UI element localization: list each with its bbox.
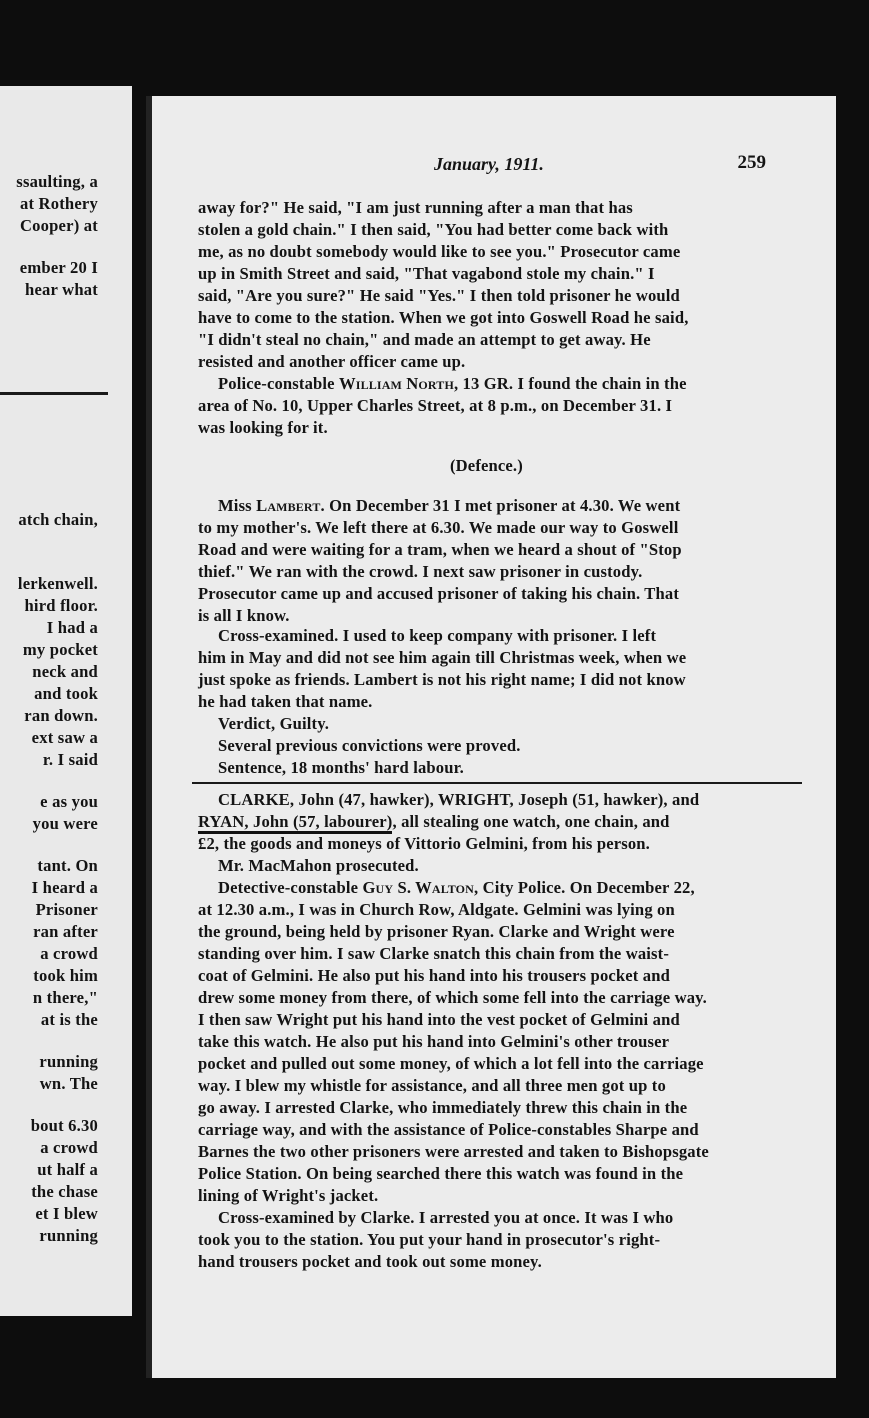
text-line: Verdict, Guilty. — [218, 714, 330, 733]
text-span: Police-constable — [218, 374, 335, 393]
witness-name: Guy S. Walton — [362, 878, 474, 897]
text-line: him in May and did not see him again till Christmas week, when we — [198, 648, 687, 667]
text-line — [218, 374, 687, 394]
text-line: resisted and another officer came up. — [198, 352, 466, 371]
text-span: Miss — [218, 496, 252, 515]
witness-name: Lambert — [256, 496, 321, 515]
text-line: hand trousers pocket and took out some money. — [198, 1252, 542, 1271]
underlined-name: RYAN, John (57, labourer) — [198, 812, 392, 834]
text-line: Cross-examined. I used to keep company with prisoner. I left — [218, 626, 657, 645]
text-line — [218, 496, 680, 516]
left-line: I heard a — [31, 878, 98, 897]
left-line: running — [39, 1052, 98, 1071]
section-rule — [0, 392, 108, 395]
left-line: tant. On — [37, 856, 98, 875]
text-line: took you to the station. You put your hand in prosecutor's right- — [198, 1230, 661, 1249]
text-line: just spoke as friends. Lambert is not his right name; I did not know — [198, 670, 686, 689]
text-line: he had taken that name. — [198, 692, 373, 711]
text-line: pocket and pulled out some money, of which a lot fell into the carriage — [198, 1054, 704, 1073]
text-line: away for?" He said, "I am just running after a man that has — [198, 198, 633, 217]
left-line: hird floor. — [24, 596, 98, 615]
text-line: Police Station. On being searched there this watch was found in the — [198, 1164, 684, 1183]
left-line: the chase — [31, 1182, 98, 1201]
text-line: take this watch. He also put his hand into Gelmini's other trouser — [198, 1032, 670, 1051]
text-line: way. I blew my whistle for assistance, and all three men got up to — [198, 1076, 666, 1095]
text-line: standing over him. I saw Clarke snatch this chain from the waist- — [198, 944, 670, 963]
left-line: you were — [32, 814, 98, 833]
left-line: n there," — [32, 988, 98, 1007]
text-line: stolen a gold chain." I then said, "You had better come back with — [198, 220, 669, 239]
left-line: Cooper) at — [19, 216, 98, 235]
text-line: I then saw Wright put his hand into the vest pocket of Gelmini and — [198, 1010, 680, 1029]
left-line: r. I said — [42, 750, 98, 769]
left-line: ember 20 I — [19, 258, 98, 277]
text-line: to my mother's. We left there at 6.30. We made our way to Goswell — [198, 518, 679, 537]
text-line: carriage way, and with the assistance of Police-constables Sharpe and — [198, 1120, 699, 1139]
text-line: go away. I arrested Clarke, who immediately threw this chain in the — [198, 1098, 688, 1117]
left-line: lerkenwell. — [17, 574, 98, 593]
text-line: have to come to the station. When we got into Goswell Road he said, — [198, 308, 689, 327]
left-line: a crowd — [40, 1138, 98, 1157]
text-line: me, as no doubt somebody would like to see you." Prosecutor came — [198, 242, 681, 261]
text-line: Mr. MacMahon prosecuted. — [218, 856, 419, 875]
text-line: drew some money from there, of which some fell into the carriage way. — [198, 988, 707, 1007]
text-line: Cross-examined by Clarke. I arrested you at once. It was I who — [218, 1208, 674, 1227]
text-line: Several previous convictions were proved. — [218, 736, 521, 755]
text-line: area of No. 10, Upper Charles Street, at 8 p.m., on December 31. I — [198, 396, 673, 415]
left-line: took him — [33, 966, 98, 985]
left-line: atch chain, — [18, 510, 98, 529]
left-line: et I blew — [35, 1204, 98, 1223]
text-line: the ground, being held by prisoner Ryan. Clarke and Wright were — [198, 922, 675, 941]
left-line: bout 6.30 — [30, 1116, 98, 1135]
left-line: my pocket — [22, 640, 98, 659]
text-span: , City Police. On December 22, — [473, 878, 695, 897]
left-line: ran after — [33, 922, 98, 941]
left-line: ran down. — [24, 706, 98, 725]
witness-name: William North — [339, 374, 454, 393]
text-line: is all I know. — [198, 606, 290, 625]
text-line: Barnes the two other prisoners were arrested and taken to Bishopsgate — [198, 1142, 709, 1161]
section-heading-defence: (Defence.) — [450, 456, 523, 475]
text-span: , 13 GR. I found the chain in the — [453, 374, 687, 393]
left-page-fragment — [0, 86, 132, 1316]
running-head: January, 1911. — [434, 154, 544, 174]
text-line — [198, 812, 670, 832]
text-line: coat of Gelmini. He also put his hand into his trousers pocket and — [198, 966, 670, 985]
left-line: at is the — [40, 1010, 98, 1029]
text-span: . On December 31 I met prisoner at 4.30. We went — [320, 496, 681, 515]
text-line: said, "Are you sure?" He said "Yes." I then told prisoner he would — [198, 286, 680, 305]
text-line: lining of Wright's jacket. — [198, 1186, 379, 1205]
text-line: £2, the goods and moneys of Vittorio Gelmini, from his person. — [198, 834, 650, 853]
text-line: Road and were waiting for a tram, when we heard a shout of "Stop — [198, 540, 682, 559]
left-line: wn. The — [39, 1074, 98, 1093]
text-line: up in Smith Street and said, "That vagabond stole my chain." I — [198, 264, 655, 283]
case-divider-rule — [192, 782, 802, 784]
left-line: Prisoner — [35, 900, 98, 919]
text-line: "I didn't steal no chain," and made an attempt to get away. He — [198, 330, 651, 349]
right-page — [146, 96, 836, 1378]
left-line: a crowd — [40, 944, 98, 963]
text-line: at 12.30 a.m., I was in Church Row, Aldgate. Gelmini was lying on — [198, 900, 675, 919]
left-line: at Rothery — [19, 194, 98, 213]
left-line: hear what — [25, 280, 98, 299]
text-line: was looking for it. — [198, 418, 328, 437]
text-line — [218, 878, 695, 898]
page-number: 259 — [737, 152, 766, 173]
left-line: neck and — [32, 662, 98, 681]
left-line: e as you — [40, 792, 98, 811]
text-span: Detective-constable — [218, 878, 359, 897]
text-line: Sentence, 18 months' hard labour. — [218, 758, 464, 777]
case-heading: CLARKE, John (47, hawker), WRIGHT, Joseph (51, hawker), and — [218, 790, 700, 809]
left-line: ssaulting, a — [16, 172, 98, 191]
left-line: I had a — [46, 618, 98, 637]
text-line: thief." We ran with the crowd. I next saw prisoner in custody. — [198, 562, 643, 581]
left-line: ut half a — [37, 1160, 98, 1179]
left-line: and took — [34, 684, 98, 703]
left-line: running — [39, 1226, 98, 1245]
left-line: ext saw a — [31, 728, 98, 747]
text-line: Prosecutor came up and accused prisoner of taking his chain. That — [198, 584, 680, 603]
text-span: , all stealing one watch, one chain, and — [392, 812, 670, 831]
